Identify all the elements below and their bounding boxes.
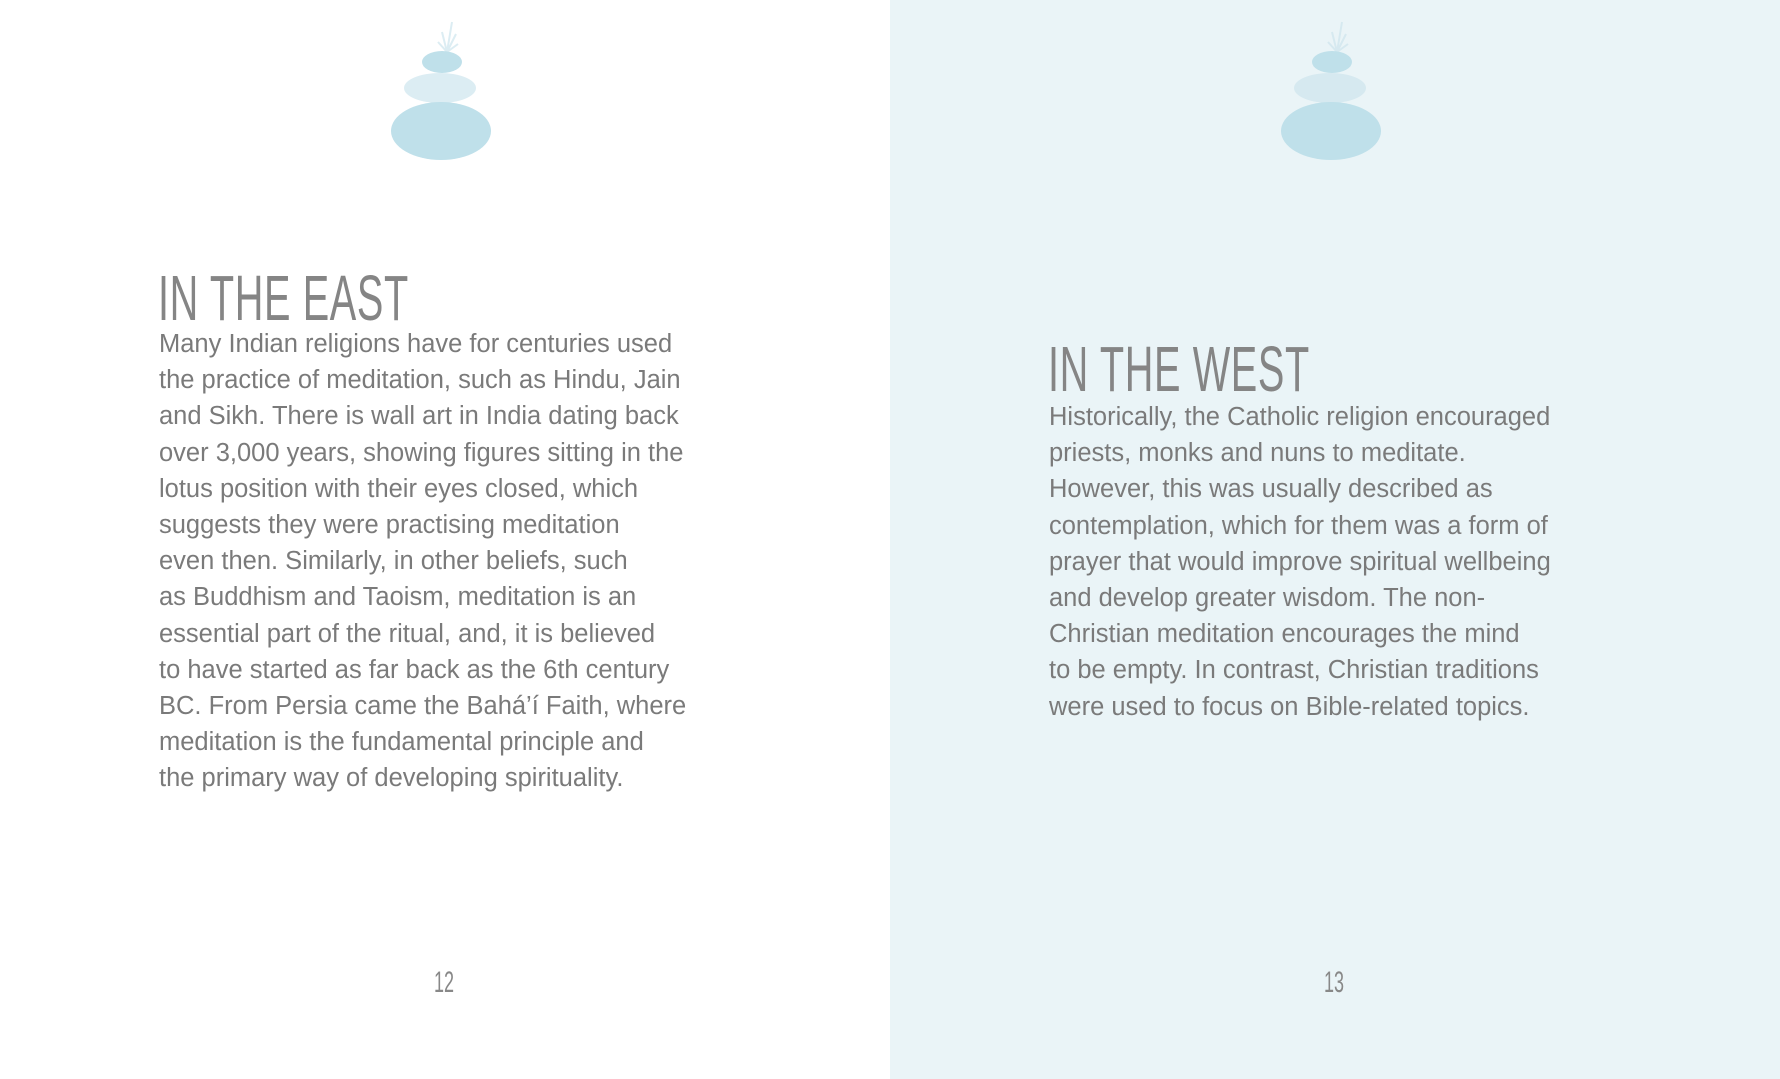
page-number: 12 — [433, 966, 455, 999]
text-line: Many Indian religions have for centuries used — [159, 330, 673, 358]
text-line: and Sikh. There is wall art in India dating back — [159, 402, 679, 431]
text-line: and develop greater wisdom. The non- — [1049, 584, 1486, 613]
text-line: were used to focus on Bible-related topics. — [1049, 692, 1530, 721]
text-line: to have started as far back as the 6th century — [159, 655, 670, 684]
text-line: Christian meditation encourages the mind — [1049, 620, 1520, 649]
text-line: priests, monks and nuns to meditate. — [1049, 439, 1466, 468]
body-text — [159, 326, 686, 797]
text-line: to be empty. In contrast, Christian traditions — [1049, 656, 1539, 685]
page-number: 13 — [1323, 966, 1345, 999]
text-line: over 3,000 years, showing figures sitting in the — [159, 438, 684, 467]
text-line: contemplation, which for them was a form of — [1049, 511, 1548, 540]
text-line: as Buddhism and Taoism, meditation is an — [159, 583, 637, 612]
right-page — [890, 0, 1780, 1079]
text-line: meditation is the fundamental principle and — [159, 728, 644, 757]
body-text — [1049, 399, 1551, 725]
stacked-stones-icon — [1280, 12, 1390, 162]
text-line: BC. From Persia came the Bahá’í Faith, where — [159, 692, 687, 721]
text-line: even then. Similarly, in other beliefs, such — [159, 547, 628, 576]
text-line: essential part of the ritual, and, it is believed — [159, 619, 656, 648]
text-line: prayer that would improve spiritual wellbeing — [1049, 547, 1551, 576]
stacked-stones-icon — [390, 12, 500, 162]
text-line: lotus position with their eyes closed, which — [159, 474, 639, 503]
section-heading: IN THE WEST — [1048, 333, 1310, 405]
text-line: However, this was usually described as — [1049, 475, 1493, 504]
text-line: the practice of meditation, such as Hindu, Jain — [159, 366, 681, 395]
section-heading: IN THE EAST — [158, 262, 409, 334]
text-line: the primary way of developing spirituality. — [159, 764, 624, 793]
text-line: suggests they were practising meditation — [159, 511, 620, 540]
text-line: Historically, the Catholic religion encouraged — [1049, 403, 1551, 431]
